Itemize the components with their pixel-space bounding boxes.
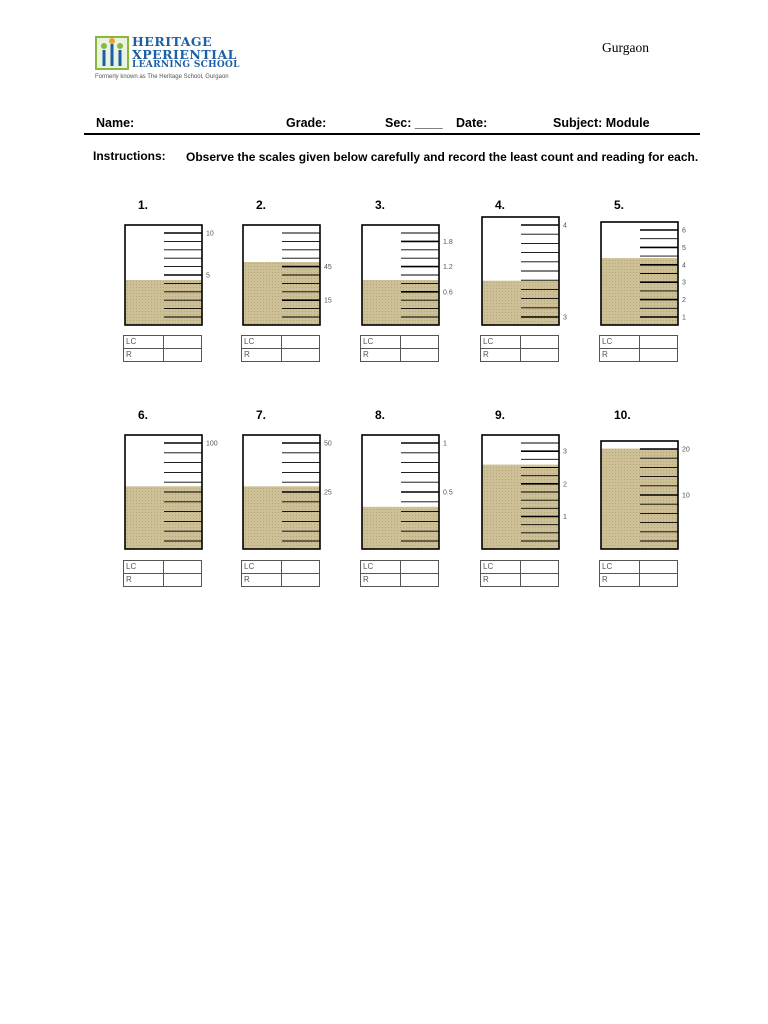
scale-label: 1.8 <box>443 238 453 246</box>
least-count-answer-cell[interactable] <box>640 336 678 349</box>
liquid-level <box>243 262 320 325</box>
scale-label: 0.5 <box>443 489 453 497</box>
logo-text-line1: HERITAGE <box>132 34 213 49</box>
least-count-label: LC <box>361 336 401 349</box>
liquid-level <box>243 486 320 549</box>
reading-label: R <box>600 349 640 362</box>
scale-label: 1.2 <box>443 264 453 272</box>
scale-label: 45 <box>324 264 332 272</box>
measuring-beaker <box>481 434 589 550</box>
answer-table <box>599 335 678 362</box>
question-number: 10. <box>614 408 631 422</box>
least-count-answer-cell[interactable] <box>282 561 320 574</box>
header-divider <box>84 133 700 135</box>
liquid-level <box>125 486 202 549</box>
reading-label: R <box>242 349 282 362</box>
least-count-label: LC <box>124 561 164 574</box>
reading-answer-cell[interactable] <box>401 574 439 587</box>
measuring-beaker <box>600 221 708 326</box>
instructions-text: Observe the scales given below carefully and record the least count and reading for each. <box>186 150 699 164</box>
question-number: 5. <box>614 198 625 212</box>
scale-label: 1 <box>682 314 686 322</box>
least-count-label: LC <box>600 336 640 349</box>
scale-label: 5 <box>682 244 686 252</box>
least-count-label: LC <box>361 561 401 574</box>
reading-label: R <box>124 349 164 362</box>
reading-answer-cell[interactable] <box>521 574 559 587</box>
scale-label: 20 <box>682 446 690 454</box>
reading-label: R <box>361 574 401 587</box>
liquid-level <box>482 465 559 549</box>
least-count-label: LC <box>481 336 521 349</box>
scale-label: 1 <box>443 440 447 448</box>
reading-answer-cell[interactable] <box>282 349 320 362</box>
scale-label: 1 <box>563 514 567 521</box>
reading-label: R <box>124 574 164 587</box>
least-count-label: LC <box>124 336 164 349</box>
subject-field-label: Subject: Module <box>553 116 650 130</box>
least-count-label: LC <box>242 561 282 574</box>
scale-label: 4 <box>682 262 686 270</box>
answer-table <box>360 335 439 362</box>
scale-label: 25 <box>324 489 332 497</box>
measuring-beaker <box>481 216 589 326</box>
logo-tagline: Formerly known as The Heritage School, Gurgaon <box>95 74 229 80</box>
liquid-level <box>601 258 678 325</box>
least-count-answer-cell[interactable] <box>521 336 559 349</box>
least-count-label: LC <box>600 561 640 574</box>
scale-label: 3 <box>563 314 567 322</box>
least-count-answer-cell[interactable] <box>640 561 678 574</box>
scale-label: 15 <box>324 297 332 305</box>
least-count-answer-cell[interactable] <box>164 561 202 574</box>
measuring-beaker <box>124 434 232 550</box>
answer-table <box>241 560 320 587</box>
school-logo <box>95 34 265 84</box>
question-number: 6. <box>138 408 149 422</box>
measuring-beaker <box>361 224 469 326</box>
logo-text-line3: LEARNING SCHOOL <box>132 60 240 70</box>
question-number: 3. <box>375 198 386 212</box>
scale-label: 10 <box>206 230 214 238</box>
grade-field-label: Grade: <box>286 116 327 130</box>
scale-label: 2 <box>682 297 686 305</box>
scale-label: 6 <box>682 227 686 235</box>
liquid-level <box>601 449 678 549</box>
scale-label: 50 <box>324 440 332 448</box>
scale-label: 4 <box>563 222 567 230</box>
scale-label: 5 <box>206 272 210 280</box>
reading-label: R <box>481 574 521 587</box>
reading-label: R <box>242 574 282 587</box>
answer-table <box>123 335 202 362</box>
liquid-level <box>362 280 439 325</box>
reading-label: R <box>481 349 521 362</box>
reading-answer-cell[interactable] <box>282 574 320 587</box>
measuring-beaker <box>242 434 350 550</box>
question-number: 1. <box>138 198 149 212</box>
least-count-answer-cell[interactable] <box>521 561 559 574</box>
question-number: 7. <box>256 408 267 422</box>
reading-answer-cell[interactable] <box>640 574 678 587</box>
school-emblem-icon <box>95 36 129 70</box>
sec-field-label: Sec: ____ <box>385 116 443 130</box>
scale-label: 0.6 <box>443 289 453 297</box>
reading-answer-cell[interactable] <box>521 349 559 362</box>
reading-answer-cell[interactable] <box>401 349 439 362</box>
scale-label: 2 <box>563 481 567 489</box>
measuring-beaker <box>361 434 469 550</box>
date-field-label: Date: <box>456 116 488 130</box>
reading-label: R <box>361 349 401 362</box>
answer-table <box>480 335 559 362</box>
name-field-label: Name: <box>96 116 135 130</box>
scale-label: 100 <box>206 440 218 448</box>
reading-answer-cell[interactable] <box>164 574 202 587</box>
school-city: Gurgaon <box>602 40 649 55</box>
least-count-label: LC <box>481 561 521 574</box>
measuring-beaker <box>600 440 708 550</box>
answer-table <box>480 560 559 587</box>
scale-label: 3 <box>563 448 567 456</box>
least-count-answer-cell[interactable] <box>282 336 320 349</box>
scale-label: 10 <box>682 492 690 500</box>
question-number: 9. <box>495 408 506 422</box>
liquid-level <box>482 281 559 325</box>
reading-answer-cell[interactable] <box>164 349 202 362</box>
least-count-answer-cell[interactable] <box>164 336 202 349</box>
least-count-label: LC <box>242 336 282 349</box>
answer-table <box>123 560 202 587</box>
least-count-answer-cell[interactable] <box>401 336 439 349</box>
reading-answer-cell[interactable] <box>640 349 678 362</box>
liquid-level <box>362 507 439 549</box>
least-count-answer-cell[interactable] <box>401 561 439 574</box>
question-number: 4. <box>495 198 506 212</box>
logo-text-line2: XPERIENTIAL <box>132 47 237 62</box>
answer-table <box>599 560 678 587</box>
liquid-level <box>125 280 202 325</box>
answer-table <box>360 560 439 587</box>
answer-table <box>241 335 320 362</box>
measuring-beaker <box>242 224 350 326</box>
question-number: 8. <box>375 408 386 422</box>
measuring-beaker <box>124 224 232 326</box>
instructions-label: Instructions: <box>93 149 166 163</box>
reading-label: R <box>600 574 640 587</box>
scale-label: 3 <box>682 279 686 287</box>
question-number: 2. <box>256 198 267 212</box>
